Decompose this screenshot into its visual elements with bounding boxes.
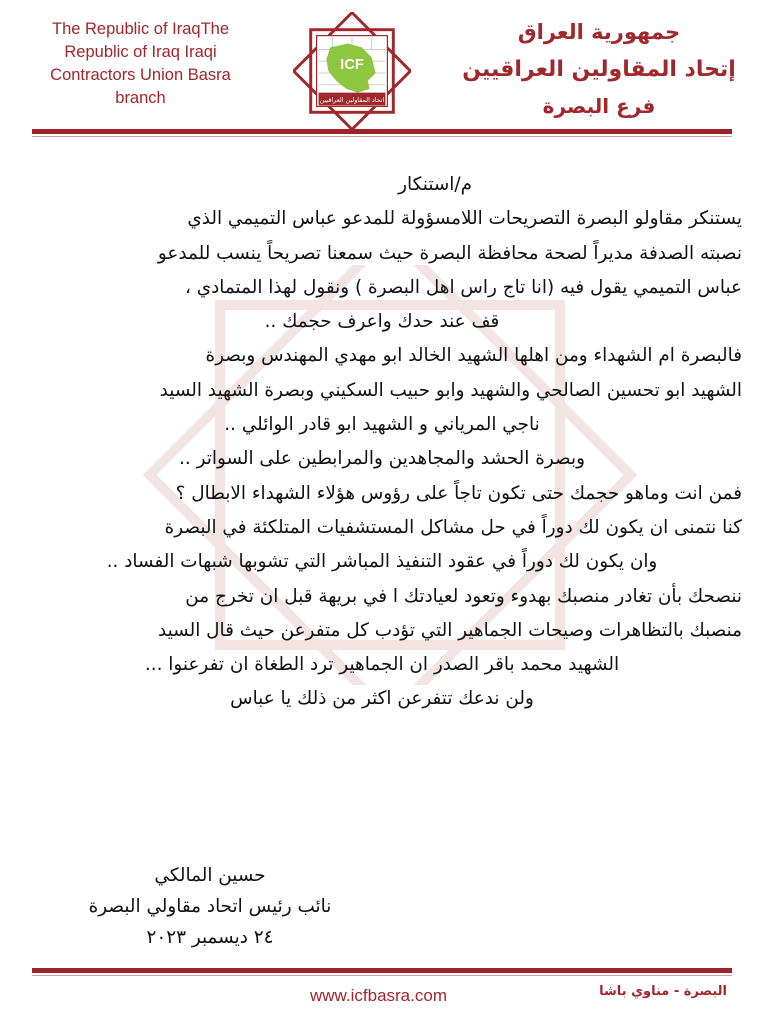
footer-website-link[interactable]: www.icfbasra.com (310, 986, 447, 1005)
letter-line: عباس التميمي يقول فيه (انا تاج راس اهل البصرة ) ونقول لهذا المتمادي ، (184, 276, 742, 298)
letter-line: يستنكر مقاولو البصرة التصريحات اللامسؤولة للمدعو عباس التميمي الذي (187, 208, 742, 230)
letter-date: ٢٤ ديسمبر ٢٠٢٣ (146, 927, 274, 948)
letter-line: فمن انت وماهو حجمك حتى تكون تاجاً على رؤوس هؤلاء الشهداء الابطال ؟ (175, 482, 742, 504)
icf-logo (293, 12, 411, 130)
signatory-name: حسين المالكي (154, 865, 266, 886)
header-divider (32, 129, 732, 134)
footer-divider-thin (32, 975, 732, 976)
letterhead (0, 0, 767, 140)
arabic-union-line: إتحاد المقاولين العراقيين (462, 57, 736, 82)
letter-line: كنا نتمنى ان يكون لك دوراً في حل مشاكل المستشفيات المتلكئة في البصرة (164, 516, 742, 538)
letter-line: ناجي المرياني و الشهيد ابو قادر الوائلي .. (224, 414, 540, 436)
svg-text:ICF: ICF (340, 57, 364, 74)
english-org-name: The Republic of IraqThe Republic of Iraq Iraqi Contractors Union Basra branch (50, 20, 231, 107)
letter-line: منصبك بالتظاهرات وصيحات الجماهير التي تؤدب كل متفرعن حيث قال السيد (157, 619, 742, 641)
letter-line: فالبصرة ام الشهداء ومن اهلها الشهيد الخالد ابو مهدي المهندس وبصرة (205, 345, 742, 367)
arabic-branch-line: فرع البصرة (542, 94, 656, 118)
letter-line: نصبته الصدفة مديراً لصحة محافظة البصرة حيث سمعنا تصريحاً ينسب للمدعو (157, 242, 742, 264)
letter-line: ولن ندعك تتفرعن اكثر من ذلك يا عباس (230, 688, 534, 710)
signature-block (30, 860, 390, 953)
letter-body (22, 168, 742, 717)
header-divider-thin (32, 136, 732, 137)
svg-text:اتحاد المقاولين العراقيين: اتحاد المقاولين العراقيين (319, 95, 385, 104)
footer-address: البصرة - مناوي باشا (599, 984, 727, 999)
footer-divider (32, 968, 732, 973)
letter-line: ننصحك بأن تغادر منصبك بهدوء وتعود لعيادتك ا في بريهة قبل ان تخرج من (185, 585, 742, 607)
letter-line: وبصرة الحشد والمجاهدين والمرابطين على السواتر .. (179, 448, 585, 470)
letter-line: وان يكون لك دوراً في عقود التنفيذ المباشر التي تشوبها شبهات الفساد .. (106, 551, 658, 573)
signatory-title: نائب رئيس اتحاد مقاولي البصرة (88, 896, 332, 917)
letter-line: الشهيد محمد باقر الصدر ان الجماهير ترد الطغاة ان تفرعنوا ... (144, 654, 620, 676)
arabic-org-name (459, 14, 739, 125)
arabic-republic-line: جمهورية العراق (517, 20, 681, 44)
letter-subject: م/استنكار (398, 174, 472, 195)
letter-line: الشهيد ابو تحسين الصالحي والشهيد وابو حبيب السكيني وبصرة الشهيد السيد (159, 379, 742, 401)
letter-line: قف عند حدك واعرف حجمك .. (264, 311, 500, 333)
